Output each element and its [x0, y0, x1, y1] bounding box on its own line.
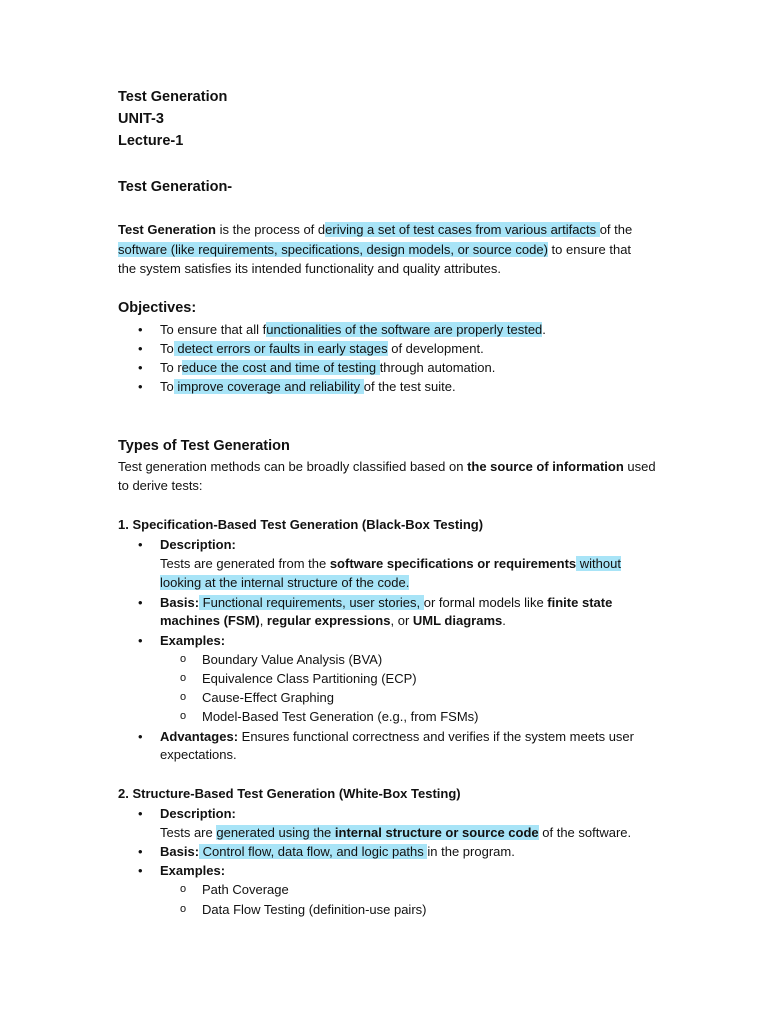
spec-description-line-1 — [160, 554, 621, 573]
spec-example-item: Model-Based Test Generation (e.g., from FSMs) — [202, 709, 479, 724]
basis-label: Basis: — [160, 595, 200, 610]
objective-text: through automation. — [379, 360, 496, 375]
objective-item — [160, 320, 546, 339]
highlight-bold: internal structure or source code — [334, 825, 539, 840]
bullet-glyph: • — [138, 379, 143, 394]
highlight: without — [576, 556, 621, 571]
struct-heading: 2. Structure-Based Test Generation (White-Box Testing) — [118, 786, 461, 801]
objective-text: To — [160, 341, 174, 356]
objective-text: To r — [160, 360, 182, 375]
bullet-glyph: • — [138, 360, 143, 375]
objective-item — [160, 358, 495, 377]
highlight: software (like requirements, specifications, design models, or source code) — [118, 242, 548, 257]
types-heading: Types of Test Generation — [118, 438, 290, 454]
spec-advantages-line-1 — [160, 727, 634, 746]
basis-bold: UML diagrams — [412, 613, 503, 628]
highlight: Control flow, data flow, and logic paths — [199, 844, 428, 859]
basis-bold: finite state — [547, 595, 613, 610]
highlight: improve coverage and reliability — [173, 379, 364, 394]
definition-term: Test Generation — [118, 222, 217, 237]
lecture-label: Lecture-1 — [118, 133, 184, 149]
highlight: detect errors or faults in early stages — [173, 341, 388, 356]
basis-label: Basis: — [160, 844, 200, 859]
definition-text: is the process of d — [216, 222, 326, 237]
section-heading: Test Generation- — [118, 179, 233, 195]
desc-text: of the software. — [538, 825, 632, 840]
bullet-glyph: • — [138, 341, 143, 356]
struct-examples-label: Examples: — [160, 863, 226, 878]
objective-item — [160, 377, 456, 396]
intro-text: Test generation methods can be broadly classified based on — [118, 459, 468, 474]
objective-text: of development. — [387, 341, 484, 356]
basis-bold: machines (FSM) — [160, 613, 260, 628]
basis-text: or formal models like — [423, 595, 548, 610]
highlight: looking at the internal structure of the code. — [160, 575, 410, 590]
circle-bullet-glyph: o — [180, 653, 187, 665]
desc-text: Tests are generated from the — [160, 556, 330, 571]
bullet-glyph: • — [138, 806, 143, 821]
basis-text: , — [259, 613, 267, 628]
struct-description-label: Description: — [160, 806, 236, 821]
objectives-heading: Objectives: — [118, 300, 197, 316]
highlight: generated using the — [216, 825, 335, 840]
objective-text: To — [160, 379, 174, 394]
struct-description-line — [160, 823, 631, 842]
bullet-glyph: • — [138, 633, 143, 648]
basis-text: in the program. — [427, 844, 515, 859]
spec-description-line-2 — [160, 573, 409, 592]
highlight: Functional requirements, user stories, — [199, 595, 424, 610]
definition-line-1 — [118, 220, 632, 239]
bullet-glyph: • — [138, 729, 143, 744]
circle-bullet-glyph: o — [180, 710, 187, 722]
basis-text: . — [502, 613, 506, 628]
doc-title: Test Generation — [118, 89, 228, 105]
highlight: eriving a set of test cases from various artifacts — [325, 222, 600, 237]
bullet-glyph: • — [138, 537, 143, 552]
bullet-glyph: • — [138, 595, 143, 610]
highlight: unctionalities of the software are properly tested — [266, 322, 543, 337]
definition-text: of the — [599, 222, 633, 237]
definition-line-3: the system satisfies its intended functionality and quality attributes. — [118, 261, 501, 276]
bullet-glyph: • — [138, 322, 143, 337]
circle-bullet-glyph: o — [180, 903, 187, 915]
objective-text: . — [542, 322, 546, 337]
spec-advantages-line-2: expectations. — [160, 747, 237, 762]
spec-basis-line-1 — [160, 593, 612, 612]
bullet-glyph: • — [138, 844, 143, 859]
spec-heading: 1. Specification-Based Test Generation (Black-Box Testing) — [118, 517, 484, 532]
spec-example-item: Equivalence Class Partitioning (ECP) — [202, 671, 417, 686]
circle-bullet-glyph: o — [180, 672, 187, 684]
spec-example-item: Boundary Value Analysis (BVA) — [202, 652, 383, 667]
basis-bold: regular expressions — [266, 613, 391, 628]
objective-item — [160, 339, 484, 358]
basis-text: , or — [390, 613, 413, 628]
definition-line-2 — [118, 240, 631, 259]
definition-text: to ensure that — [547, 242, 632, 257]
struct-basis-line — [160, 842, 515, 861]
advantages-text: Ensures functional correctness and verifies if the system meets user — [238, 729, 634, 744]
desc-text: Tests are — [160, 825, 217, 840]
bullet-glyph: • — [138, 863, 143, 878]
spec-basis-line-2 — [160, 611, 506, 630]
types-intro-line-1 — [118, 457, 656, 476]
objective-text: of the test suite. — [363, 379, 456, 394]
struct-example-item: Data Flow Testing (definition-use pairs) — [202, 902, 427, 917]
intro-text: used — [623, 459, 656, 474]
desc-bold: software specifications or requirements — [329, 556, 577, 571]
spec-examples-label: Examples: — [160, 633, 226, 648]
circle-bullet-glyph: o — [180, 691, 187, 703]
advantages-label: Advantages: — [160, 729, 239, 744]
objective-text: To ensure that all f — [160, 322, 267, 337]
spec-description-label: Description: — [160, 537, 236, 552]
highlight: educe the cost and time of testing — [181, 360, 380, 375]
struct-example-item: Path Coverage — [202, 882, 289, 897]
unit-label: UNIT-3 — [118, 111, 164, 127]
circle-bullet-glyph: o — [180, 883, 187, 895]
types-intro-line-2: to derive tests: — [118, 478, 203, 493]
intro-bold: the source of information — [467, 459, 624, 474]
spec-example-item: Cause-Effect Graphing — [202, 690, 334, 705]
